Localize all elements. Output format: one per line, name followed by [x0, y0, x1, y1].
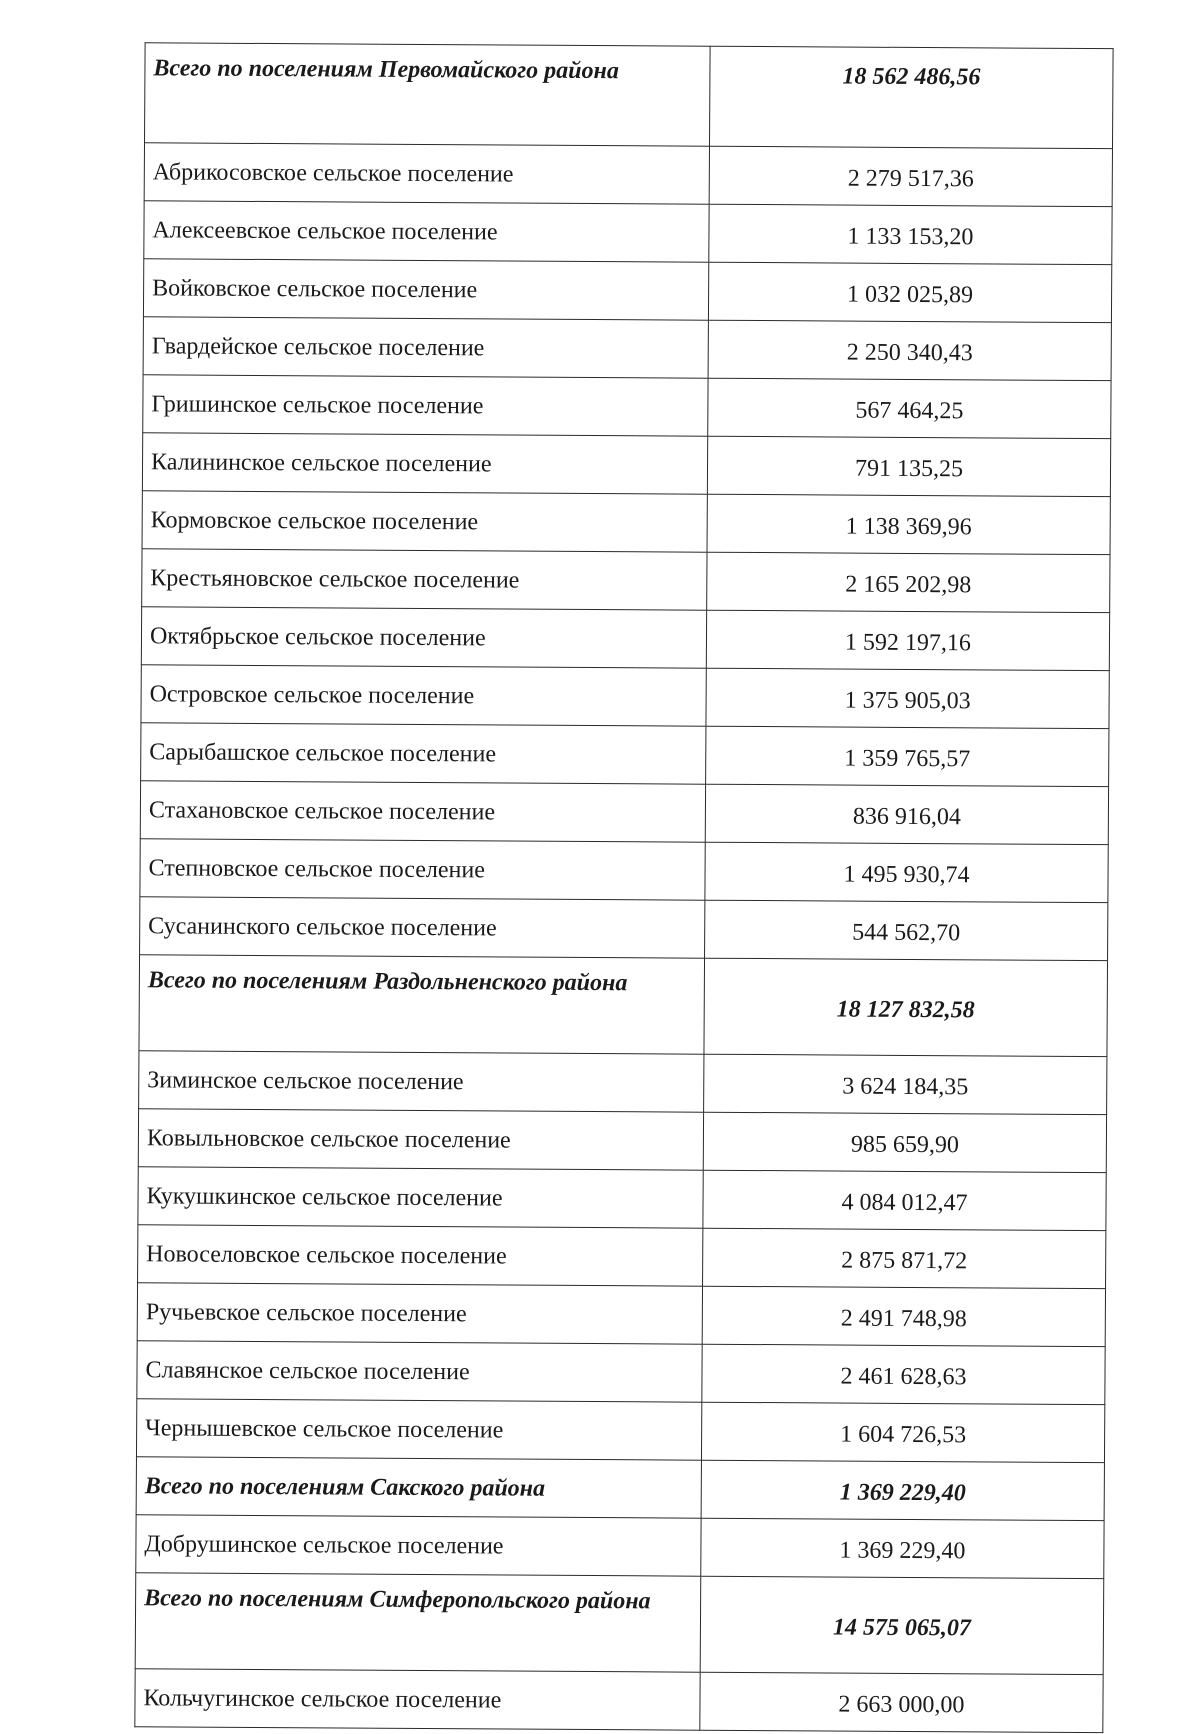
settlement-name: Абрикосовское сельское поселение — [144, 143, 709, 204]
settlement-name: Славянское сельское поселение — [137, 1341, 702, 1402]
table-row — [144, 201, 1112, 265]
settlement-amount: 2 491 748,98 — [702, 1286, 1105, 1346]
settlement-amount: 1 604 726,53 — [701, 1402, 1104, 1462]
table-row — [136, 1515, 1104, 1579]
settlement-name: Островское сельское поселение — [141, 665, 706, 726]
settlement-name: Сусанинского сельское поселение — [140, 897, 705, 958]
settlement-amount: 1 133 153,20 — [709, 204, 1112, 264]
table-row — [142, 433, 1110, 497]
table-row — [138, 1167, 1106, 1231]
settlement-amount: 544 562,70 — [705, 900, 1108, 960]
table-row — [140, 839, 1108, 903]
district-total-row — [145, 43, 1114, 149]
table-row — [135, 1669, 1103, 1733]
settlement-amount: 4 084 012,47 — [703, 1170, 1106, 1230]
settlement-name: Алексеевское сельское поселение — [144, 201, 709, 262]
table-row — [139, 1051, 1107, 1115]
settlement-name: Ручьевское сельское поселение — [137, 1283, 702, 1344]
table-row — [142, 491, 1110, 555]
district-total-row — [139, 955, 1108, 1057]
settlement-amount: 1 138 369,96 — [707, 494, 1110, 554]
table-row — [141, 607, 1109, 671]
settlement-name: Кукушкинское сельское поселение — [138, 1167, 703, 1228]
district-total-amount: 1 369 229,40 — [701, 1460, 1104, 1520]
settlement-name: Гвардейское сельское поселение — [143, 317, 708, 378]
table-row — [143, 259, 1111, 323]
settlement-amount: 836 916,04 — [705, 784, 1108, 844]
settlement-amount: 2 250 340,43 — [708, 320, 1111, 380]
settlement-name: Новоселовское сельское поселение — [138, 1225, 703, 1286]
settlement-amount: 1 375 905,03 — [706, 668, 1109, 728]
settlement-name: Чернышевское сельское поселение — [136, 1399, 701, 1460]
settlement-amount: 791 135,25 — [707, 436, 1110, 496]
district-total-amount: 18 127 832,58 — [704, 958, 1108, 1056]
settlement-name: Степновское сельское поселение — [140, 839, 705, 900]
settlement-name: Ковыльновское сельское поселение — [138, 1109, 703, 1170]
table-row — [137, 1341, 1105, 1405]
district-total-row — [135, 1573, 1104, 1675]
settlement-amount: 2 461 628,63 — [702, 1344, 1105, 1404]
table-row — [141, 723, 1109, 787]
settlement-name: Кольчугинское сельское поселение — [135, 1669, 700, 1730]
settlement-amount: 2 875 871,72 — [703, 1228, 1106, 1288]
settlement-amount: 567 464,25 — [708, 378, 1111, 438]
district-total-amount: 14 575 065,07 — [700, 1576, 1104, 1674]
settlement-amount: 985 659,90 — [703, 1112, 1106, 1172]
table-row — [143, 375, 1111, 439]
settlement-name: Сарыбашское сельское поселение — [141, 723, 706, 784]
district-total-label: Всего по поселениям Сакского района — [136, 1457, 701, 1518]
settlement-amount: 2 165 202,98 — [707, 552, 1110, 612]
table-row — [140, 897, 1108, 961]
district-total-row — [136, 1457, 1104, 1521]
table-row — [138, 1109, 1106, 1173]
settlements-budget-table — [134, 42, 1113, 1733]
settlement-name: Крестьяновское сельское поселение — [142, 549, 707, 610]
settlement-name: Стахановское сельское поселение — [140, 781, 705, 842]
settlement-amount: 1 359 765,57 — [706, 726, 1109, 786]
settlement-amount: 2 279 517,36 — [709, 146, 1112, 206]
district-total-label: Всего по поселениям Первомайского района — [145, 43, 711, 146]
settlement-name: Добрушинское сельское поселение — [136, 1515, 701, 1576]
district-total-label: Всего по поселениям Раздольненского района — [139, 955, 705, 1054]
settlement-name: Гришинское сельское поселение — [143, 375, 708, 436]
table-row — [140, 781, 1108, 845]
district-total-label: Всего по поселениям Симферопольского района — [135, 1573, 701, 1672]
table-row — [143, 317, 1111, 381]
table-row — [142, 549, 1110, 613]
settlement-amount: 2 663 000,00 — [700, 1672, 1103, 1732]
district-total-amount: 18 562 486,56 — [709, 46, 1113, 148]
table-row — [138, 1225, 1106, 1289]
settlement-name: Войковское сельское поселение — [143, 259, 708, 320]
settlement-name: Кормовское сельское поселение — [142, 491, 707, 552]
table-row — [137, 1283, 1105, 1347]
settlement-amount: 3 624 184,35 — [704, 1054, 1107, 1114]
settlement-name: Калининское сельское поселение — [142, 433, 707, 494]
settlement-name: Зиминское сельское поселение — [139, 1051, 704, 1112]
settlement-amount: 1 369 229,40 — [701, 1518, 1104, 1578]
table-row — [144, 143, 1112, 207]
table-row — [136, 1399, 1104, 1463]
settlement-name: Октябрьское сельское поселение — [141, 607, 706, 668]
table-row — [141, 665, 1109, 729]
settlement-amount: 1 032 025,89 — [708, 262, 1111, 322]
settlement-amount: 1 592 197,16 — [706, 610, 1109, 670]
settlement-amount: 1 495 930,74 — [705, 842, 1108, 902]
